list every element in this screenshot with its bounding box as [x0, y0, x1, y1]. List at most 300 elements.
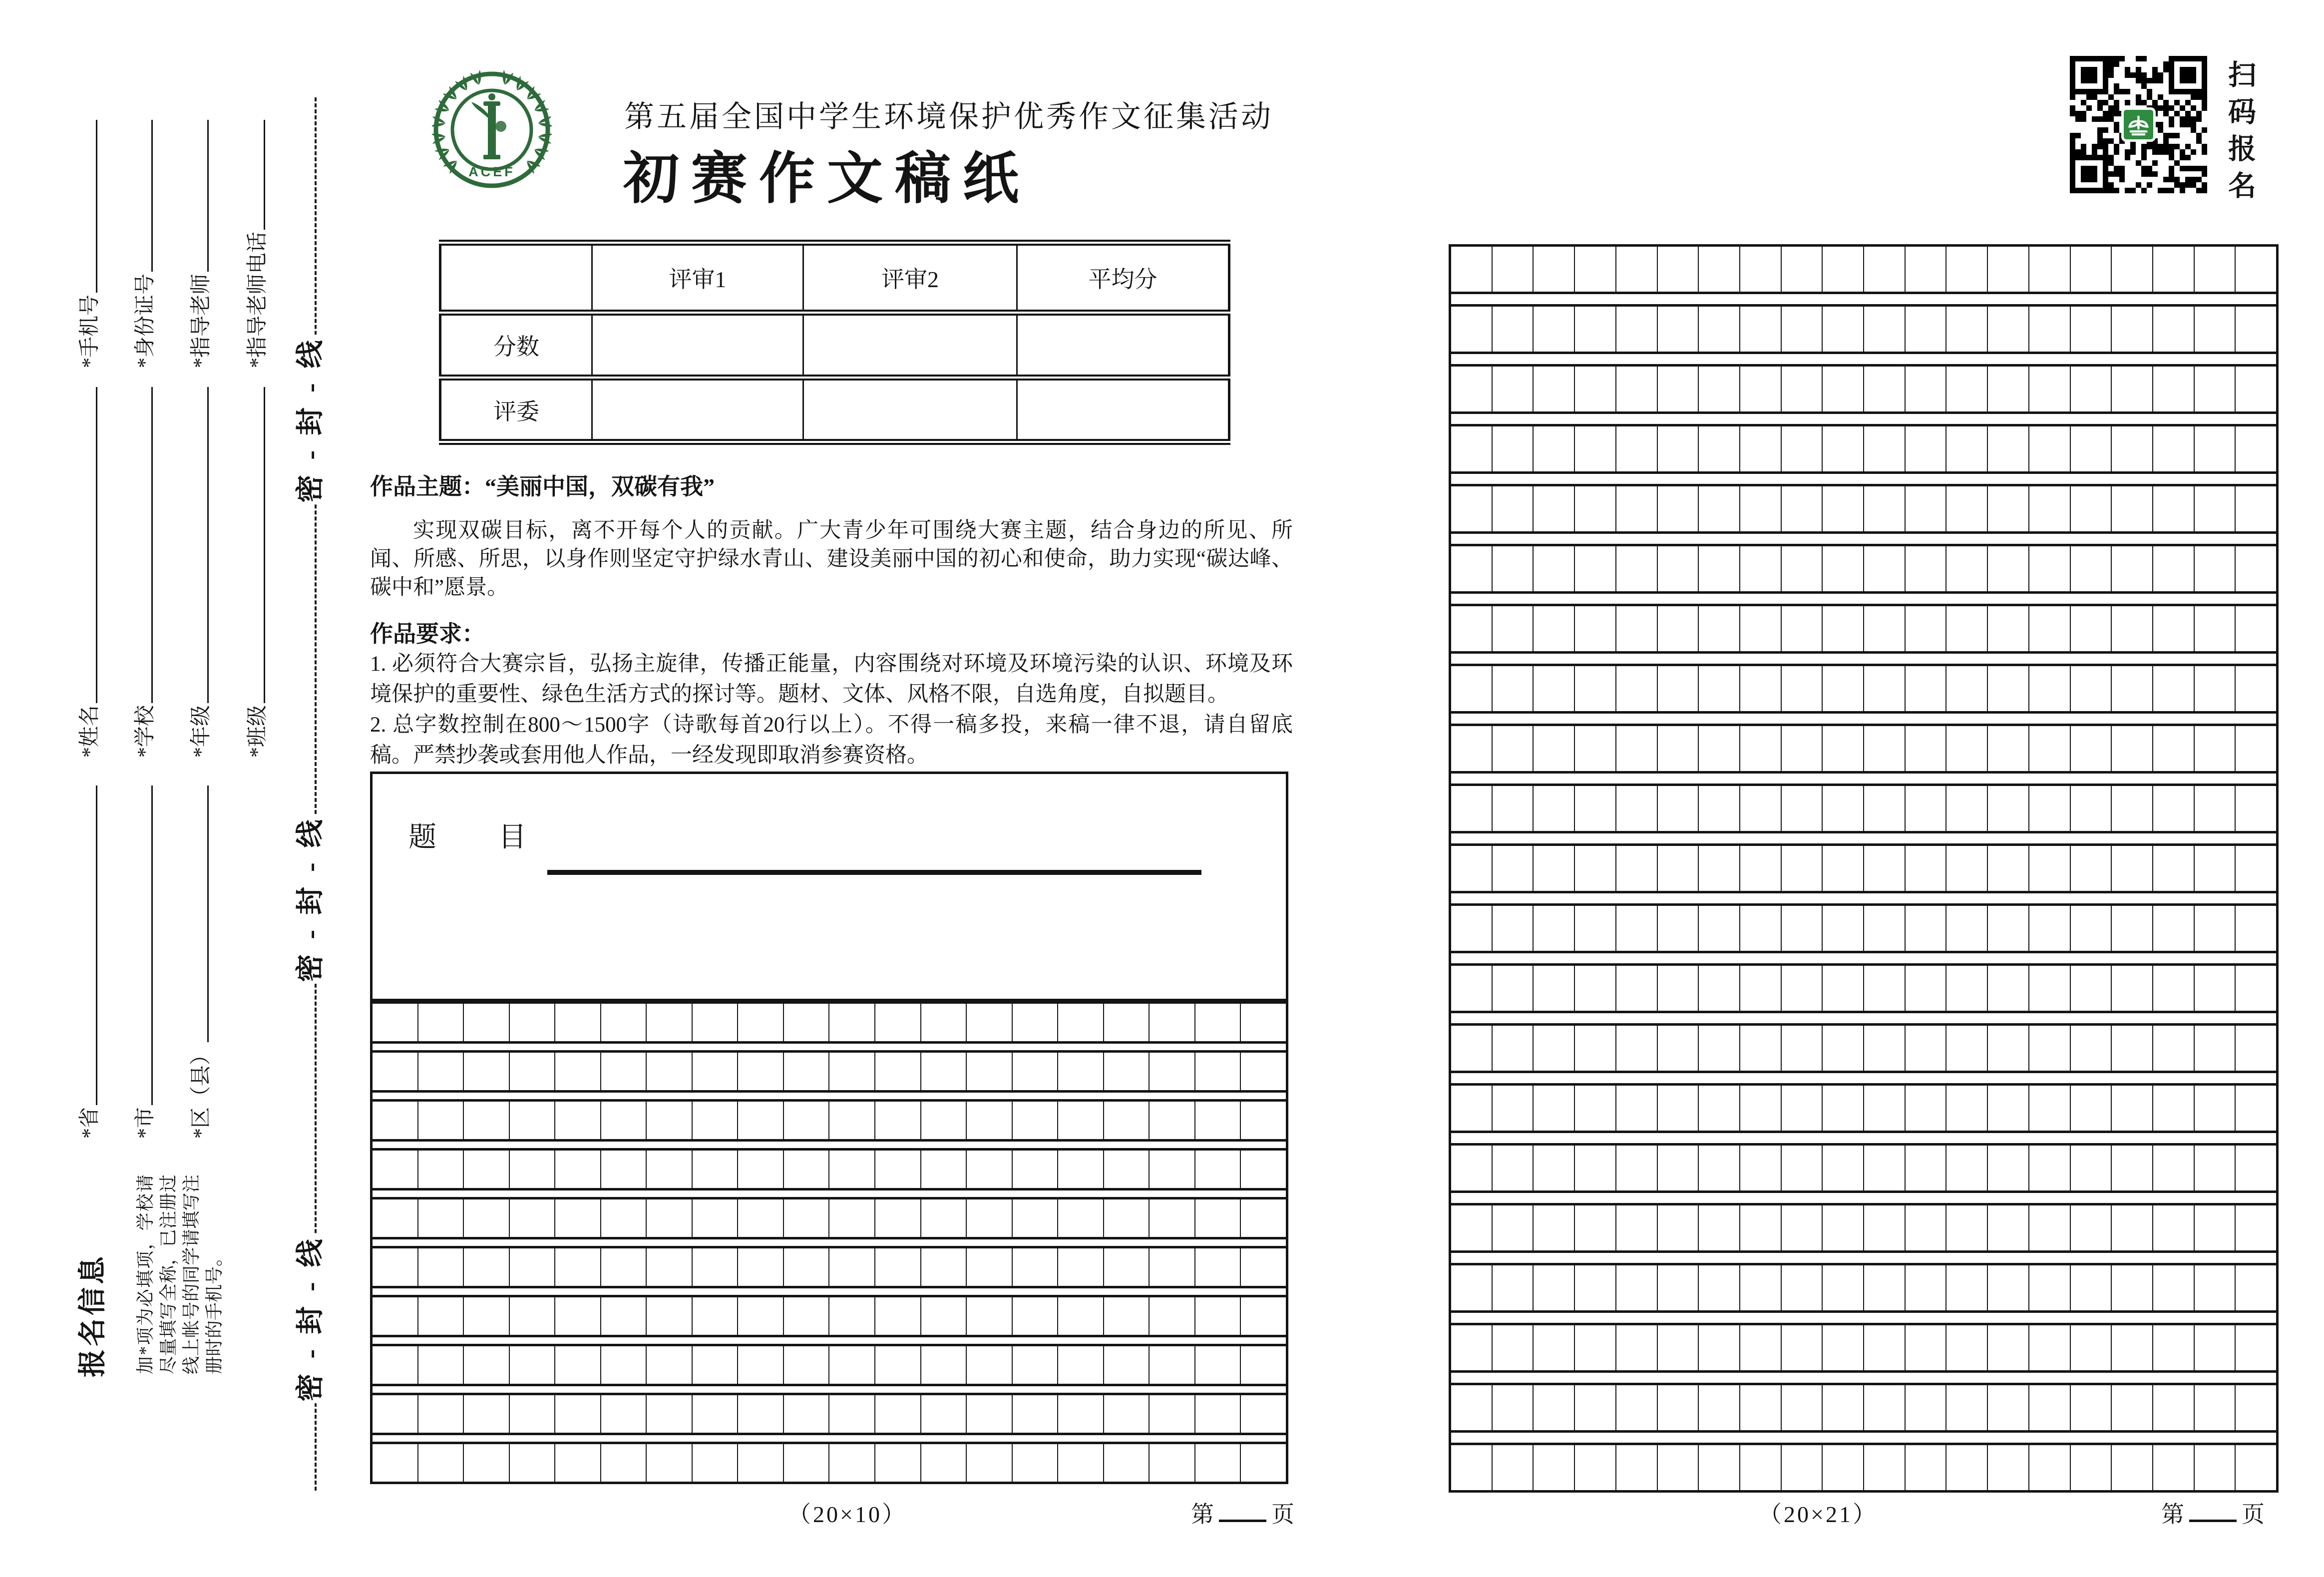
writing-cell[interactable] [1864, 1086, 1906, 1131]
writing-cell[interactable] [1575, 1385, 1616, 1430]
writing-cell[interactable] [1493, 486, 1534, 531]
writing-cell[interactable] [1823, 367, 1864, 411]
writing-cell[interactable] [921, 1151, 967, 1188]
writing-cell[interactable] [1740, 786, 1782, 831]
writing-cell[interactable] [738, 1199, 784, 1237]
writing-cell[interactable] [1451, 906, 1493, 951]
writing-cell[interactable] [1864, 726, 1906, 771]
writing-cell[interactable] [1616, 546, 1658, 591]
writing-cell[interactable] [647, 1297, 693, 1335]
writing-cell[interactable] [2236, 1385, 2276, 1430]
writing-cell[interactable] [1150, 1151, 1195, 1188]
writing-cell[interactable] [2071, 1086, 2112, 1131]
writing-cell[interactable] [601, 1102, 647, 1139]
writing-cell[interactable] [2112, 1325, 2153, 1370]
writing-cell[interactable] [1864, 1205, 1906, 1250]
writing-cell[interactable] [2236, 786, 2276, 831]
writing-cell[interactable] [693, 1102, 739, 1139]
writing-cell[interactable] [2071, 606, 2112, 651]
form-field-input-line[interactable] [96, 387, 97, 703]
writing-cell[interactable] [2153, 1146, 2195, 1190]
writing-cell[interactable] [418, 1248, 464, 1286]
writing-cell[interactable] [829, 1297, 875, 1335]
writing-cell[interactable] [2236, 726, 2276, 771]
writing-cell[interactable] [829, 1199, 875, 1237]
writing-cell[interactable] [1782, 1385, 1823, 1430]
writing-cell[interactable] [1534, 1325, 1575, 1370]
writing-cell[interactable] [1864, 606, 1906, 651]
writing-cell[interactable] [1058, 1102, 1104, 1139]
writing-cell[interactable] [2195, 367, 2236, 411]
writing-cell[interactable] [2071, 1265, 2112, 1310]
writing-cell[interactable] [601, 1004, 647, 1041]
writing-cell[interactable] [2112, 666, 2153, 711]
writing-cell[interactable] [2195, 666, 2236, 711]
writing-cell[interactable] [1534, 486, 1575, 531]
writing-cell[interactable] [2195, 1385, 2236, 1430]
writing-cell[interactable] [555, 1004, 601, 1041]
writing-cell[interactable] [1493, 1205, 1534, 1250]
writing-cell[interactable] [2153, 1205, 2195, 1250]
writing-cell[interactable] [2236, 307, 2276, 352]
writing-cell[interactable] [418, 1004, 464, 1041]
writing-cell[interactable] [2195, 1265, 2236, 1310]
writing-cell[interactable] [1013, 1199, 1059, 1237]
writing-cell[interactable] [967, 1053, 1013, 1090]
writing-cell[interactable] [1823, 247, 1864, 292]
writing-cell[interactable] [1699, 247, 1740, 292]
writing-cell[interactable] [875, 1102, 921, 1139]
writing-cell[interactable] [1575, 846, 1616, 891]
writing-cell[interactable] [1946, 367, 1988, 411]
writing-cell[interactable] [1104, 1053, 1150, 1090]
writing-cell[interactable] [647, 1346, 693, 1384]
writing-cell[interactable] [1616, 966, 1658, 1011]
writing-cell[interactable] [1616, 1205, 1658, 1250]
writing-cell[interactable] [2153, 966, 2195, 1011]
writing-cell[interactable] [1823, 426, 1864, 471]
writing-cell[interactable] [784, 1444, 830, 1482]
writing-cell[interactable] [1195, 1297, 1241, 1335]
writing-cell[interactable] [1658, 307, 1699, 352]
writing-cell[interactable] [693, 1151, 739, 1188]
writing-cell[interactable] [1493, 1385, 1534, 1430]
writing-cell[interactable] [2195, 307, 2236, 352]
writing-cell[interactable] [1658, 1265, 1699, 1310]
writing-cell[interactable] [1150, 1053, 1195, 1090]
writing-cell[interactable] [1823, 666, 1864, 711]
writing-cell[interactable] [2236, 1146, 2276, 1190]
writing-cell[interactable] [1534, 1086, 1575, 1131]
writing-cell[interactable] [601, 1151, 647, 1188]
writing-cell[interactable] [1740, 666, 1782, 711]
writing-cell[interactable] [1699, 307, 1740, 352]
writing-cell[interactable] [2153, 247, 2195, 292]
writing-cell[interactable] [1658, 247, 1699, 292]
writing-cell[interactable] [1058, 1004, 1104, 1041]
writing-cell[interactable] [1451, 606, 1493, 651]
writing-cell[interactable] [1906, 1325, 1947, 1370]
writing-cell[interactable] [784, 1248, 830, 1286]
writing-cell[interactable] [1782, 247, 1823, 292]
writing-cell[interactable] [1988, 1205, 2029, 1250]
writing-cell[interactable] [1534, 906, 1575, 951]
writing-cell[interactable] [784, 1151, 830, 1188]
writing-cell[interactable] [555, 1102, 601, 1139]
writing-cell[interactable] [1534, 426, 1575, 471]
writing-cell[interactable] [1150, 1199, 1195, 1237]
writing-cell[interactable] [1988, 906, 2029, 951]
writing-cell[interactable] [1823, 906, 1864, 951]
writing-cell[interactable] [418, 1151, 464, 1188]
writing-cell[interactable] [373, 1248, 418, 1286]
writing-cell[interactable] [2195, 966, 2236, 1011]
writing-cell[interactable] [921, 1053, 967, 1090]
writing-cell[interactable] [2029, 1445, 2071, 1490]
writing-cell[interactable] [2195, 1445, 2236, 1490]
writing-cell[interactable] [1699, 1385, 1740, 1430]
writing-cell[interactable] [1534, 546, 1575, 591]
writing-cell[interactable] [1493, 247, 1534, 292]
writing-cell[interactable] [784, 1102, 830, 1139]
writing-cell[interactable] [2029, 1265, 2071, 1310]
writing-cell[interactable] [1740, 1026, 1782, 1071]
writing-cell[interactable] [1241, 1053, 1286, 1090]
writing-cell[interactable] [2153, 606, 2195, 651]
writing-cell[interactable] [373, 1199, 418, 1237]
writing-cell[interactable] [2071, 247, 2112, 292]
writing-cell[interactable] [1616, 1445, 1658, 1490]
writing-cell[interactable] [693, 1297, 739, 1335]
writing-cell[interactable] [2112, 1026, 2153, 1071]
writing-cell[interactable] [875, 1151, 921, 1188]
writing-cell[interactable] [2071, 906, 2112, 951]
writing-cell[interactable] [418, 1199, 464, 1237]
writing-cell[interactable] [1906, 906, 1947, 951]
writing-cell[interactable] [1782, 606, 1823, 651]
writing-cell[interactable] [1493, 606, 1534, 651]
writing-cell[interactable] [1988, 1385, 2029, 1430]
writing-cell[interactable] [1058, 1444, 1104, 1482]
writing-cell[interactable] [967, 1248, 1013, 1286]
writing-cell[interactable] [647, 1151, 693, 1188]
writing-cell[interactable] [738, 1444, 784, 1482]
writing-cell[interactable] [2071, 846, 2112, 891]
writing-cell[interactable] [418, 1053, 464, 1090]
writing-cell[interactable] [555, 1297, 601, 1335]
writing-cell[interactable] [2071, 486, 2112, 531]
writing-cell[interactable] [647, 1102, 693, 1139]
writing-cell[interactable] [784, 1053, 830, 1090]
writing-cell[interactable] [2112, 966, 2153, 1011]
form-field-input-line[interactable] [151, 387, 153, 703]
writing-cell[interactable] [2112, 846, 2153, 891]
writing-cell[interactable] [2071, 786, 2112, 831]
writing-cell[interactable] [2153, 1026, 2195, 1071]
writing-cell[interactable] [1946, 1385, 1988, 1430]
writing-cell[interactable] [2153, 786, 2195, 831]
writing-cell[interactable] [2112, 606, 2153, 651]
writing-cell[interactable] [1534, 966, 1575, 1011]
writing-cell[interactable] [1699, 666, 1740, 711]
writing-cell[interactable] [2153, 1086, 2195, 1131]
writing-cell[interactable] [1658, 1325, 1699, 1370]
writing-cell[interactable] [2112, 1086, 2153, 1131]
writing-cell[interactable] [1906, 1086, 1947, 1131]
writing-cell[interactable] [1241, 1248, 1286, 1286]
writing-cell[interactable] [967, 1346, 1013, 1384]
writing-cell[interactable] [1699, 726, 1740, 771]
writing-cell[interactable] [1823, 966, 1864, 1011]
writing-cell[interactable] [693, 1004, 739, 1041]
writing-cell[interactable] [1575, 367, 1616, 411]
writing-cell[interactable] [967, 1151, 1013, 1188]
writing-cell[interactable] [2112, 426, 2153, 471]
writing-cell[interactable] [1823, 1445, 1864, 1490]
writing-cell[interactable] [1575, 1445, 1616, 1490]
writing-cell[interactable] [1864, 906, 1906, 951]
writing-cell[interactable] [1534, 786, 1575, 831]
writing-cell[interactable] [829, 1053, 875, 1090]
writing-cell[interactable] [510, 1004, 556, 1041]
writing-cell[interactable] [784, 1199, 830, 1237]
score-input-cell[interactable] [592, 313, 803, 378]
writing-cell[interactable] [1575, 307, 1616, 352]
writing-cell[interactable] [1782, 1265, 1823, 1310]
writing-cell[interactable] [1740, 1205, 1782, 1250]
writing-cell[interactable] [784, 1346, 830, 1384]
writing-cell[interactable] [1782, 367, 1823, 411]
writing-cell[interactable] [601, 1346, 647, 1384]
writing-cell[interactable] [1493, 1325, 1534, 1370]
writing-cell[interactable] [1575, 546, 1616, 591]
writing-cell[interactable] [1493, 1026, 1534, 1071]
writing-cell[interactable] [1906, 846, 1947, 891]
writing-cell[interactable] [1699, 367, 1740, 411]
writing-cell[interactable] [1058, 1395, 1104, 1433]
writing-cell[interactable] [1740, 546, 1782, 591]
writing-cell[interactable] [2236, 486, 2276, 531]
writing-cell[interactable] [647, 1199, 693, 1237]
writing-cell[interactable] [2112, 786, 2153, 831]
writing-cell[interactable] [1823, 1146, 1864, 1190]
writing-cell[interactable] [1988, 846, 2029, 891]
writing-cell[interactable] [418, 1102, 464, 1139]
writing-cell[interactable] [1658, 606, 1699, 651]
writing-cell[interactable] [464, 1444, 510, 1482]
writing-cell[interactable] [1241, 1151, 1286, 1188]
writing-cell[interactable] [1616, 846, 1658, 891]
writing-cell[interactable] [829, 1004, 875, 1041]
writing-cell[interactable] [2236, 1325, 2276, 1370]
writing-cell[interactable] [1946, 1086, 1988, 1131]
writing-cell[interactable] [784, 1395, 830, 1433]
writing-cell[interactable] [875, 1297, 921, 1335]
writing-cell[interactable] [1823, 1026, 1864, 1071]
writing-cell[interactable] [2195, 486, 2236, 531]
writing-cell[interactable] [875, 1199, 921, 1237]
writing-cell[interactable] [2153, 666, 2195, 711]
writing-cell[interactable] [1241, 1346, 1286, 1384]
writing-cell[interactable] [1575, 247, 1616, 292]
writing-cell[interactable] [1493, 1445, 1534, 1490]
writing-cell[interactable] [2029, 426, 2071, 471]
writing-cell[interactable] [1782, 1026, 1823, 1071]
writing-cell[interactable] [1946, 426, 1988, 471]
writing-cell[interactable] [2029, 666, 2071, 711]
writing-cell[interactable] [1451, 846, 1493, 891]
writing-cell[interactable] [1658, 1445, 1699, 1490]
writing-cell[interactable] [1616, 486, 1658, 531]
essay-title-input-line[interactable] [547, 870, 1201, 875]
writing-cell[interactable] [1575, 1086, 1616, 1131]
writing-cell[interactable] [1699, 1146, 1740, 1190]
writing-cell[interactable] [1782, 666, 1823, 711]
form-field-input-line[interactable] [207, 387, 209, 703]
writing-cell[interactable] [1658, 426, 1699, 471]
writing-cell[interactable] [2195, 247, 2236, 292]
writing-cell[interactable] [373, 1346, 418, 1384]
writing-cell[interactable] [555, 1248, 601, 1286]
writing-cell[interactable] [1658, 966, 1699, 1011]
writing-cell[interactable] [2071, 1205, 2112, 1250]
writing-cell[interactable] [921, 1444, 967, 1482]
writing-cell[interactable] [1241, 1102, 1286, 1139]
writing-cell[interactable] [1906, 1265, 1947, 1310]
writing-cell[interactable] [1575, 1026, 1616, 1071]
writing-cell[interactable] [1906, 966, 1947, 1011]
writing-cell[interactable] [373, 1297, 418, 1335]
writing-cell[interactable] [1241, 1444, 1286, 1482]
writing-cell[interactable] [1740, 1445, 1782, 1490]
writing-cell[interactable] [1906, 1445, 1947, 1490]
writing-cell[interactable] [2195, 606, 2236, 651]
form-field-input-line[interactable] [264, 120, 265, 230]
writing-cell[interactable] [647, 1053, 693, 1090]
writing-cell[interactable] [2112, 367, 2153, 411]
writing-cell[interactable] [875, 1346, 921, 1384]
writing-cell[interactable] [510, 1102, 556, 1139]
writing-cell[interactable] [967, 1444, 1013, 1482]
writing-cell[interactable] [1150, 1102, 1195, 1139]
writing-cell[interactable] [647, 1444, 693, 1482]
writing-cell[interactable] [1823, 726, 1864, 771]
writing-cell[interactable] [1616, 367, 1658, 411]
writing-cell[interactable] [1013, 1297, 1059, 1335]
writing-cell[interactable] [2153, 486, 2195, 531]
writing-cell[interactable] [2112, 486, 2153, 531]
writing-cell[interactable] [1740, 1385, 1782, 1430]
writing-cell[interactable] [1493, 966, 1534, 1011]
score-input-cell[interactable] [803, 313, 1017, 378]
writing-cell[interactable] [1864, 486, 1906, 531]
writing-cell[interactable] [1575, 966, 1616, 1011]
writing-cell[interactable] [1823, 1385, 1864, 1430]
writing-cell[interactable] [1658, 546, 1699, 591]
writing-cell[interactable] [1782, 546, 1823, 591]
writing-cell[interactable] [2071, 1385, 2112, 1430]
writing-cell[interactable] [418, 1297, 464, 1335]
writing-cell[interactable] [2236, 846, 2276, 891]
writing-cell[interactable] [1782, 1146, 1823, 1190]
writing-cell[interactable] [2071, 666, 2112, 711]
writing-cell[interactable] [2071, 1146, 2112, 1190]
writing-cell[interactable] [1195, 1248, 1241, 1286]
writing-cell[interactable] [2112, 726, 2153, 771]
writing-cell[interactable] [2071, 546, 2112, 591]
writing-cell[interactable] [1058, 1346, 1104, 1384]
writing-cell[interactable] [738, 1151, 784, 1188]
writing-cell[interactable] [2153, 307, 2195, 352]
writing-cell[interactable] [1534, 307, 1575, 352]
writing-cell[interactable] [1493, 666, 1534, 711]
writing-cell[interactable] [1864, 786, 1906, 831]
writing-cell[interactable] [464, 1151, 510, 1188]
writing-cell[interactable] [2195, 786, 2236, 831]
writing-cell[interactable] [1823, 1265, 1864, 1310]
writing-cell[interactable] [2195, 1205, 2236, 1250]
writing-cell[interactable] [555, 1199, 601, 1237]
writing-cell[interactable] [2029, 1086, 2071, 1131]
writing-cell[interactable] [1740, 426, 1782, 471]
writing-cell[interactable] [1575, 426, 1616, 471]
writing-cell[interactable] [1946, 1146, 1988, 1190]
writing-cell[interactable] [1451, 966, 1493, 1011]
writing-cell[interactable] [1782, 1445, 1823, 1490]
writing-cell[interactable] [921, 1102, 967, 1139]
writing-cell[interactable] [1616, 666, 1658, 711]
writing-cell[interactable] [1241, 1395, 1286, 1433]
writing-cell[interactable] [1823, 786, 1864, 831]
writing-cell[interactable] [829, 1444, 875, 1482]
writing-cell[interactable] [1699, 1325, 1740, 1370]
writing-cell[interactable] [1864, 367, 1906, 411]
writing-cell[interactable] [1740, 307, 1782, 352]
writing-cell[interactable] [693, 1053, 739, 1090]
writing-cell[interactable] [2195, 1325, 2236, 1370]
writing-cell[interactable] [1575, 1325, 1616, 1370]
writing-cell[interactable] [1906, 1146, 1947, 1190]
writing-cell[interactable] [1534, 1026, 1575, 1071]
writing-cell[interactable] [2029, 726, 2071, 771]
writing-cell[interactable] [2029, 1385, 2071, 1430]
writing-cell[interactable] [1946, 786, 1988, 831]
writing-cell[interactable] [2029, 1325, 2071, 1370]
writing-cell[interactable] [1988, 726, 2029, 771]
writing-cell[interactable] [738, 1248, 784, 1286]
writing-cell[interactable] [1740, 726, 1782, 771]
writing-cell[interactable] [1946, 966, 1988, 1011]
writing-cell[interactable] [1782, 1205, 1823, 1250]
writing-cell[interactable] [1575, 606, 1616, 651]
writing-cell[interactable] [1823, 1086, 1864, 1131]
writing-cell[interactable] [2112, 1445, 2153, 1490]
writing-cell[interactable] [1658, 1026, 1699, 1071]
writing-cell[interactable] [1013, 1151, 1059, 1188]
writing-cell[interactable] [601, 1248, 647, 1286]
writing-cell[interactable] [1058, 1053, 1104, 1090]
writing-cell[interactable] [1150, 1444, 1195, 1482]
writing-cell[interactable] [1782, 726, 1823, 771]
writing-cell[interactable] [1782, 966, 1823, 1011]
writing-cell[interactable] [1616, 1265, 1658, 1310]
writing-cell[interactable] [921, 1248, 967, 1286]
writing-cell[interactable] [2071, 1325, 2112, 1370]
writing-cell[interactable] [1058, 1199, 1104, 1237]
writing-cell[interactable] [1906, 486, 1947, 531]
writing-cell[interactable] [555, 1395, 601, 1433]
writing-cell[interactable] [1493, 726, 1534, 771]
